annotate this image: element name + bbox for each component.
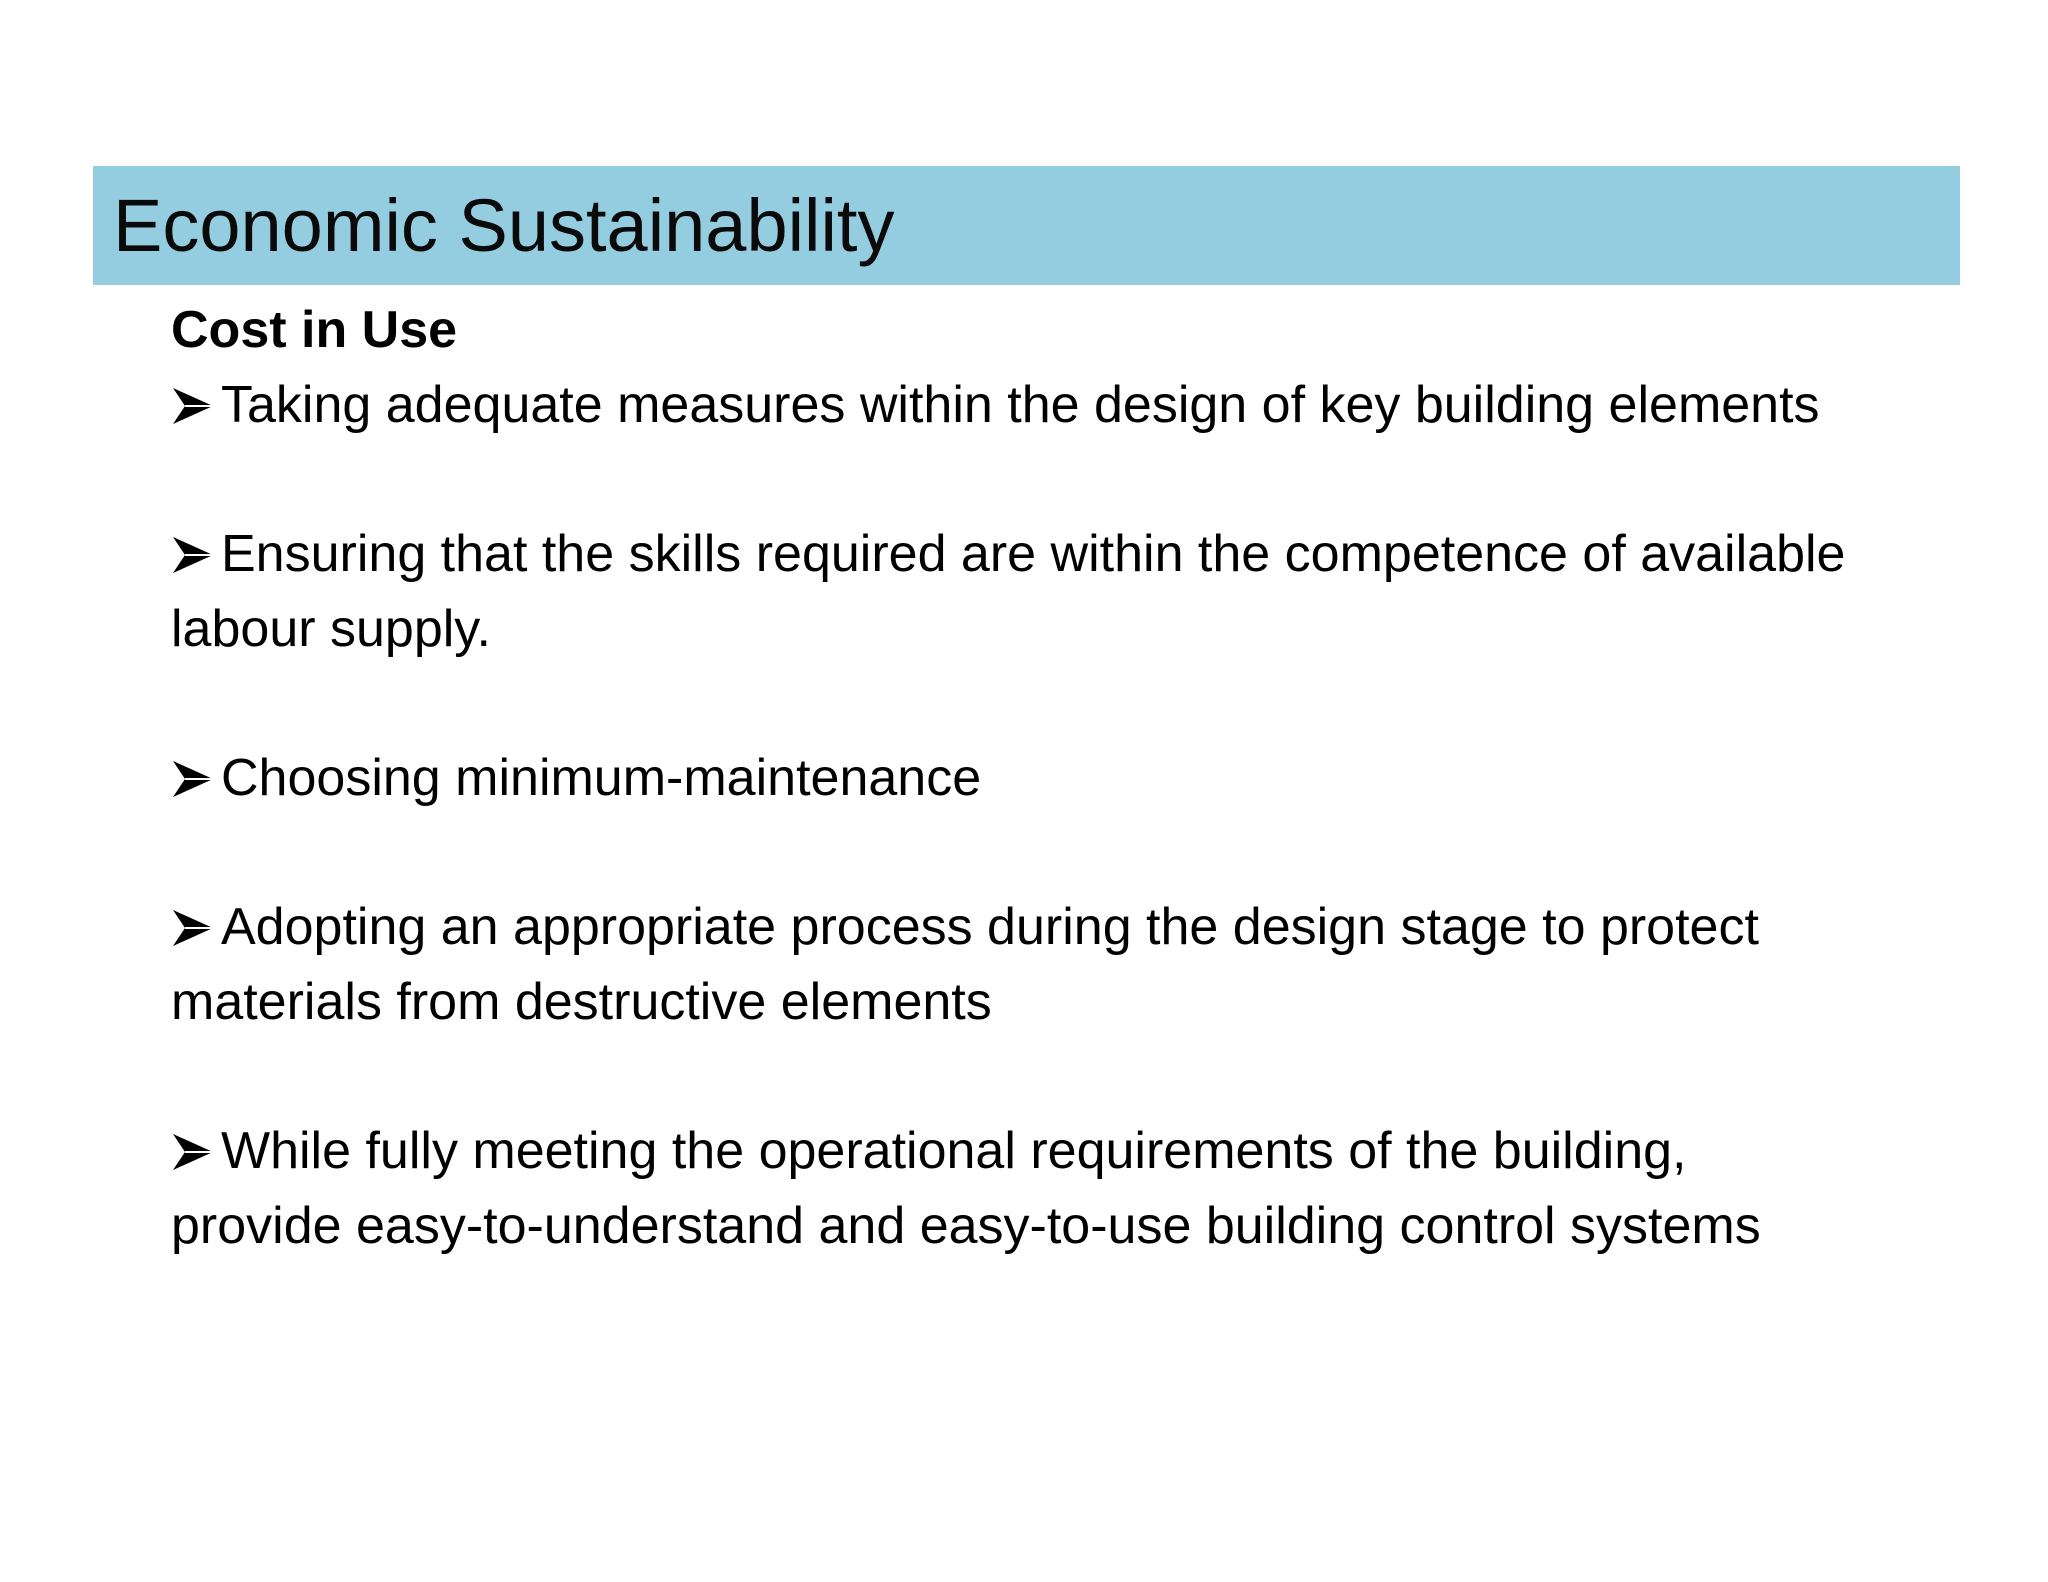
arrow-bullet-icon	[171, 741, 221, 816]
slide-title: Economic Sustainability	[113, 184, 895, 267]
bullet-item	[171, 368, 1871, 443]
bullet-item	[171, 1114, 1871, 1264]
title-bar	[93, 166, 1960, 285]
bullet-text: While fully meeting the operational requirements of the building, provide easy-to-understand and easy-to-use building control systems	[171, 1122, 1761, 1255]
arrow-bullet-icon	[171, 368, 221, 443]
arrow-bullet-icon	[171, 517, 221, 592]
bullet-text: Taking adequate measures within the design of key building elements	[221, 376, 1820, 434]
bullet-item	[171, 741, 1871, 816]
slide-content	[171, 293, 1871, 1264]
bullet-item	[171, 890, 1871, 1040]
bullet-text: Ensuring that the skills required are within the competence of available labour supply.	[171, 525, 1846, 658]
bullet-item	[171, 517, 1871, 667]
section-subtitle: Cost in Use	[171, 301, 458, 359]
arrow-bullet-icon	[171, 890, 221, 965]
arrow-bullet-icon	[171, 1114, 221, 1189]
bullet-text: Choosing minimum-maintenance	[221, 749, 982, 807]
bullet-text: Adopting an appropriate process during the design stage to protect materials from destructive elements	[171, 898, 1759, 1031]
